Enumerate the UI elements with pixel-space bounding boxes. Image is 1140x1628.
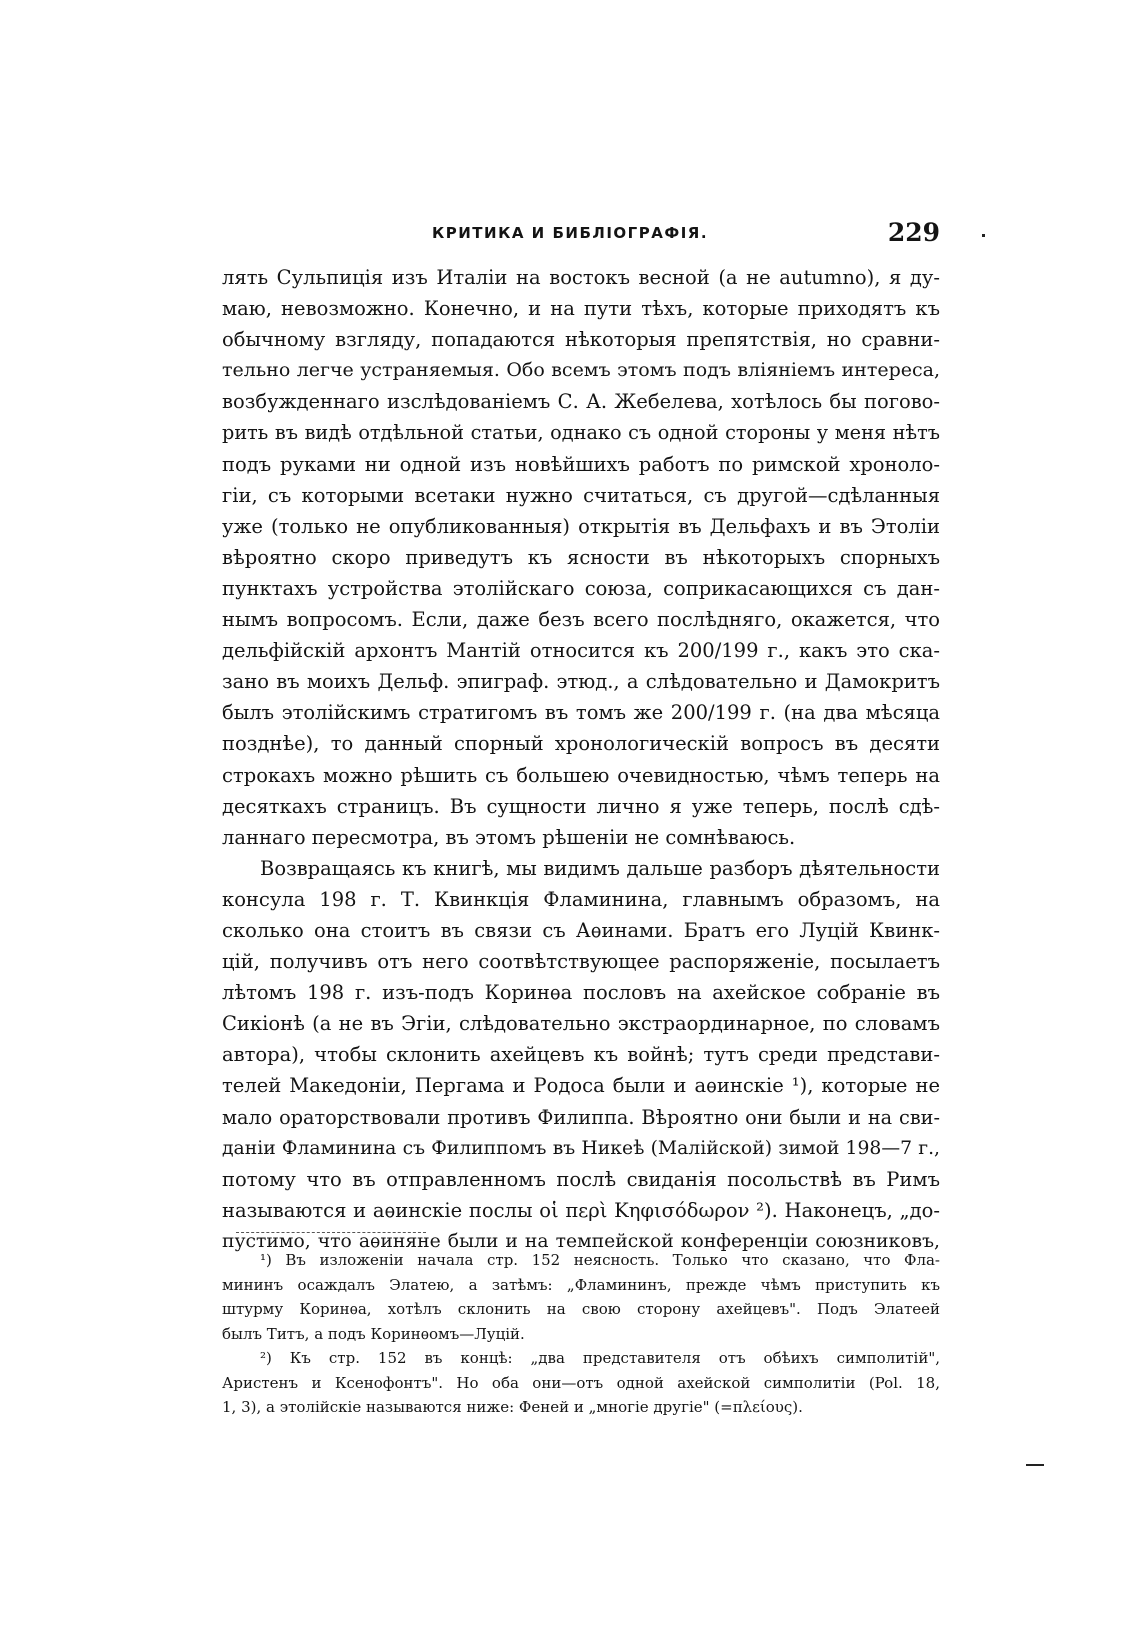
footnote-line: мининъ осаждалъ Элатею, а затѣмъ: „Фламининъ, прежде чѣмъ приступить къ <box>222 1275 940 1294</box>
text-line: обычному взгляду, попадаются нѣкоторыя препятствія, но сравни- <box>222 328 940 352</box>
text-line: телей Македоніи, Пергама и Родоса были и аѳинскіе ¹), которые не <box>222 1074 940 1098</box>
text-line: Сикіонѣ (а не въ Эгіи, слѣдовательно экстраординарное, по словамъ <box>222 1012 940 1036</box>
footnotes <box>222 1248 940 1420</box>
footnote-line: ²) Къ стр. 152 въ концѣ: „два представителя отъ обѣихъ симполитій", <box>260 1349 940 1367</box>
footnote-separator <box>236 1232 426 1233</box>
text-line: былъ этолійскимъ стратигомъ въ томъ же 200/199 г. (на два мѣсяца <box>222 701 940 725</box>
text-line: зано въ моихъ Дельф. эпиграф. этюд., а слѣдовательно и Дамокритъ <box>222 670 940 694</box>
text-line: лять Сульпиція изъ Италіи на востокъ весной (а не autumno), я ду- <box>222 266 940 289</box>
text-line: рить въ видѣ отдѣльной статьи, однако съ одной стороны у меня нѣтъ <box>222 421 940 445</box>
text-line: сколько она стоитъ въ связи съ Аѳинами. Братъ его Луцій Квинк- <box>222 918 940 942</box>
text-line: подъ руками ни одной изъ новѣйшихъ работъ по римской хроноло- <box>222 452 940 476</box>
text-line: потому что въ отправленномъ послѣ свиданія посольствѣ въ Римъ <box>222 1167 940 1191</box>
running-title: КРИТИКА И БИБЛІОГРАФІЯ. <box>432 224 709 242</box>
text-line: автора), чтобы склонить ахейцевъ къ войнѣ; тутъ среди представи- <box>222 1043 940 1067</box>
text-line: Возвращаясь къ книгѣ, мы видимъ дальше разборъ дѣятельности <box>260 856 940 880</box>
footnote-line: 1, 3), а этолійскіе называются ниже: Феней и „многіе другіе" (=πλείους). <box>222 1398 803 1416</box>
text-line: уже (только не опубликованныя) открытія въ Дельфахъ и въ Этоліи <box>222 514 940 538</box>
text-line: лѣтомъ 198 г. изъ-подъ Коринѳа пословъ на ахейское собраніе въ <box>222 981 940 1005</box>
footnote-line: штурму Коринѳа, хотѣлъ склонить на свою сторону ахейцевъ". Подъ Элатеей <box>222 1300 940 1318</box>
text-line: возбужденнаго изслѣдованіемъ С. А. Жебелева, хотѣлось бы погово- <box>222 390 940 414</box>
text-line: ланнаго пересмотра, въ этомъ рѣшеніи не сомнѣваюсь. <box>222 825 796 849</box>
footnote-line: ¹) Въ изложеніи начала стр. 152 неясность. Только что сказано, что Фла- <box>260 1251 940 1269</box>
text-line: дельфійскій архонтъ Мантій относится къ 200/199 г., какъ это ска- <box>222 639 940 663</box>
text-line: мало ораторствовали противъ Филиппа. Вѣроятно они были и на сви- <box>222 1105 940 1129</box>
footnote-line: Аристенъ и Ксенофонтъ". Но оба они—отъ одной ахейской симполитіи (Pol. 18, <box>222 1373 940 1392</box>
scan-mark <box>982 234 985 237</box>
text-line: вѣроятно скоро приведутъ къ ясности въ нѣкоторыхъ спорныхъ <box>222 545 940 569</box>
text-line: гіи, съ которыми всетаки нужно считаться, съ другой—сдѣланныя <box>222 483 940 507</box>
text-line: строкахъ можно рѣшить съ большею очевидностью, чѣмъ теперь на <box>222 763 940 787</box>
text-line: пунктахъ устройства этолійскаго союза, соприкасающихся съ дан- <box>222 576 940 600</box>
running-head <box>222 218 940 252</box>
scan-mark <box>1026 1464 1044 1466</box>
text-line: называются и аѳинскіе послы οἱ περὶ Κηφισόδωρον ²). Наконецъ, „до- <box>222 1198 940 1222</box>
text-line: тельно легче устраняемыя. Обо всемъ этомъ подъ вліяніемъ интереса, <box>222 359 940 382</box>
footnote-line: былъ Титъ, а подъ Коринѳомъ—Луцій. <box>222 1324 525 1343</box>
text-line: цій, получивъ отъ него соотвѣтствующее распоряженіе, посылаетъ <box>222 950 940 974</box>
text-line: позднѣе), то данный спорный хронологическій вопросъ въ десяти <box>222 732 940 756</box>
text-line: маю, невозможно. Конечно, и на пути тѣхъ, которые приходятъ къ <box>222 297 940 321</box>
page-number: 229 <box>887 218 940 247</box>
text-line: нымъ вопросомъ. Если, даже безъ всего послѣдняго, окажется, что <box>222 608 940 632</box>
main-text <box>222 262 940 1257</box>
text-line: десяткахъ страницъ. Въ сущности лично я уже теперь, послѣ сдѣ- <box>222 794 940 818</box>
text-line: консула 198 г. Т. Квинкція Фламинина, главнымъ образомъ, на <box>222 887 940 911</box>
text-line: даніи Фламинина съ Филиппомъ въ Никеѣ (Малійской) зимой 198—7 г., <box>222 1137 940 1159</box>
text-line: пустимо, что аѳиняне были и на темпейской конференціи союзниковъ, <box>222 1230 940 1252</box>
